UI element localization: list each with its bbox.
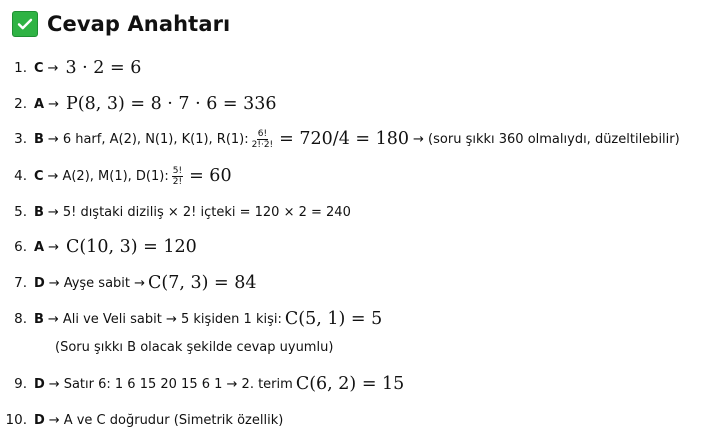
answer-item	[0, 271, 257, 295]
answer-number: 1.	[14, 60, 27, 76]
answer-remark: → (soru şıkkı 360 olmalıydı, düzeltilebilir)	[413, 131, 680, 147]
answer-item	[0, 92, 277, 116]
answer-text: Ali ve Veli sabit → 5 kişiden 1 kişi:	[62, 311, 282, 327]
answer-letter: C	[34, 168, 44, 184]
answer-letter: D	[34, 412, 45, 428]
arrow-icon: →	[47, 204, 59, 220]
fraction-denominator: 2!	[172, 176, 183, 187]
answer-number: 8.	[14, 311, 27, 327]
answer-formula: C(6, 2) = 15	[295, 374, 405, 394]
answer-item	[0, 307, 382, 331]
answer-number: 4.	[14, 168, 27, 184]
answer-text: 5! dıştaki diziliş × 2! içteki = 120 × 2 = 240	[62, 204, 351, 220]
answer-text: A(2), M(1), D(1):	[62, 168, 169, 184]
answer-item	[0, 235, 197, 259]
answer-item	[0, 372, 404, 396]
arrow-icon: →	[47, 60, 59, 76]
fraction	[172, 166, 183, 187]
arrow-icon: →	[48, 412, 60, 428]
page-title: Cevap Anahtarı	[47, 12, 231, 36]
arrow-icon: →	[48, 239, 59, 255]
fraction	[252, 129, 274, 150]
answer-letter: B	[34, 204, 44, 220]
answer-formula: = 720/4 = 180	[279, 129, 410, 149]
answer-letter: B	[34, 311, 44, 327]
answer-letter: A	[34, 239, 45, 255]
fraction-numerator: 6!	[257, 128, 268, 139]
answer-text: 6 harf, A(2), N(1), K(1), R(1):	[62, 131, 249, 147]
checkmark-icon	[12, 11, 38, 37]
answer-letter: B	[34, 131, 44, 147]
answer-text: Ayşe sabit →	[63, 275, 146, 291]
arrow-icon: →	[47, 168, 59, 184]
arrow-icon: →	[48, 376, 60, 392]
answer-item	[0, 408, 283, 432]
answer-note: (Soru şıkkı B olacak şekilde cevap uyumlu)	[55, 340, 334, 355]
answer-item	[0, 127, 680, 151]
answer-formula: P(8, 3) = 8 · 7 · 6 = 336	[65, 94, 277, 114]
answer-letter: A	[34, 96, 45, 112]
answer-formula: C(7, 3) = 84	[148, 273, 257, 293]
fraction-numerator: 5!	[172, 165, 183, 176]
answer-formula: 3 · 2 = 6	[65, 58, 142, 78]
fraction-denominator: 2!·2!	[251, 139, 274, 150]
answer-number: 7.	[14, 275, 27, 291]
answer-number: 10.	[5, 412, 27, 428]
answer-formula: C(5, 1) = 5	[284, 309, 383, 329]
answer-number: 2.	[14, 96, 27, 112]
answer-letter: D	[34, 376, 45, 392]
answer-number: 9.	[14, 376, 27, 392]
answer-number: 5.	[14, 204, 27, 220]
page-header	[12, 9, 230, 39]
answer-formula: = 60	[189, 166, 232, 186]
answer-letter: C	[34, 60, 44, 76]
answer-text: A ve C doğrudur (Simetrik özellik)	[63, 412, 284, 428]
answer-number: 6.	[14, 239, 27, 255]
arrow-icon: →	[48, 275, 60, 291]
answer-text: Satır 6: 1 6 15 20 15 6 1 → 2. terim	[63, 376, 293, 392]
arrow-icon: →	[48, 96, 59, 112]
answer-item	[0, 56, 141, 80]
answer-letter: D	[34, 275, 45, 291]
arrow-icon: →	[47, 311, 59, 327]
answer-formula: C(10, 3) = 120	[65, 237, 197, 257]
answer-item	[0, 200, 351, 224]
arrow-icon: →	[47, 131, 59, 147]
answer-number: 3.	[14, 131, 27, 147]
answer-item	[0, 164, 232, 188]
